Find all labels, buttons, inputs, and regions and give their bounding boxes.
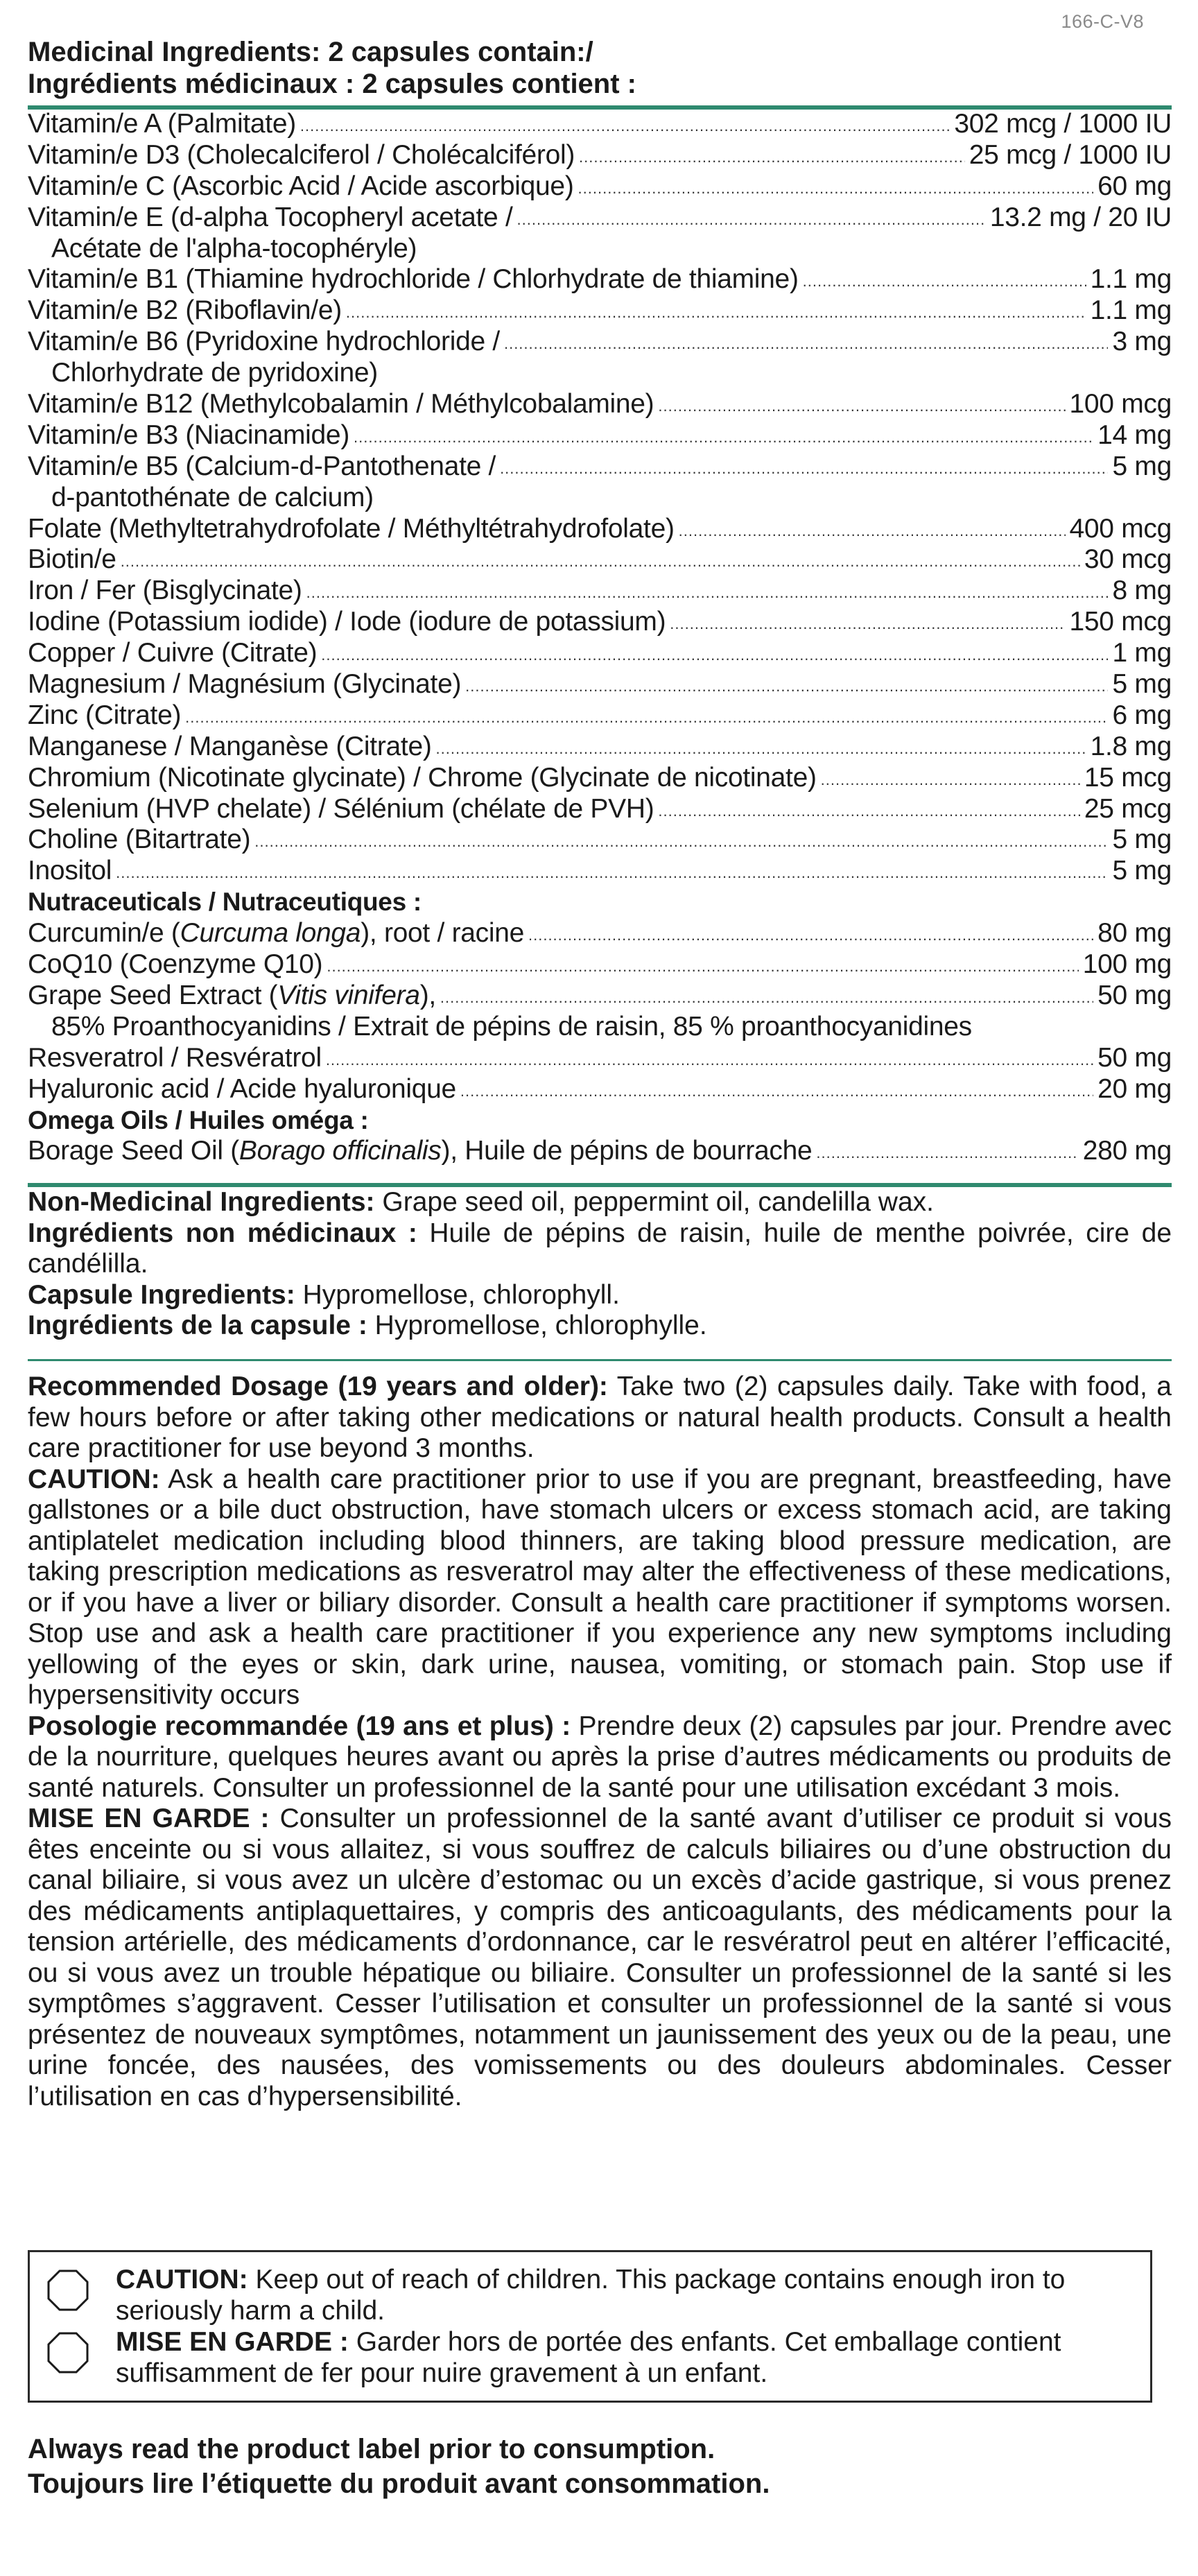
caution-en-text: Ask a health care practitioner prior to use if you are pregnant, breastfeeding, have gallstones or a bile duct obstruction, have stomach ulcers or excess stomach acid, are taking antiplatelet medication including blood thinners, are taking blood pressure medication, are taking prescription medications as resveratrol may alter the effectiveness of these medications, or if you have a liver or biliary disorder. Consult a health care practitioner if symptoms worsen. Stop use and ask a health care practitioner if you experience any new symptoms including yellowing of the eyes or skin, dark urine, nausea, vomiting, or stomach pain. Stop use if hypersensitivity occurs	[28, 1464, 1172, 1710]
posologie-text: Prendre deux (2) capsules par jour. Prendre avec de la nourriture, quelques heures avant ou après la prise d’autres médicaments ou produits de santé naturels. Consulter un professionnel de la santé pour une utilisation excédant 3 mois.	[28, 1711, 1172, 1803]
ingredient-name: Hyaluronic acid / Acide hyaluronique	[28, 1073, 456, 1104]
ingredient-amount: 5 mg	[1112, 856, 1172, 886]
child-warning-en-text: Keep out of reach of children. This package contains enough iron to seriously harm a child.	[116, 2265, 1066, 2326]
leader-dots	[121, 543, 1080, 578]
ingredient-amount: 50 mg	[1097, 1042, 1172, 1073]
ingredient-name: Manganese / Manganèse (Citrate)	[28, 731, 432, 761]
non-medicinal-en-text: Grape seed oil, peppermint oil, candelilla wax.	[374, 1187, 934, 1217]
ingredient-amount: 25 mcg	[1084, 793, 1172, 824]
leader-dots	[821, 761, 1080, 796]
ingredient-section-heading	[28, 1105, 1172, 1136]
leader-dots	[326, 1041, 1093, 1076]
medicinal-ingredients-heading	[28, 36, 1172, 100]
leader-dots	[670, 605, 1065, 640]
footer-fr: Toujours lire l’étiquette du produit avant consommation.	[28, 2469, 770, 2499]
child-warning-en-label: CAUTION:	[116, 2265, 248, 2294]
non-medicinal-en	[28, 1187, 1172, 1218]
ingredient-name: Acétate de l'alpha-tocophéryle)	[51, 233, 417, 263]
ingredient-name: Vitamin/e A (Palmitate)	[28, 109, 296, 139]
ingredient-name-part: Grape Seed Extract (	[28, 980, 278, 1010]
ingredient-row	[28, 514, 1172, 545]
ingredient-name: Inositol	[28, 856, 112, 886]
ingredient-section-heading	[28, 887, 1172, 918]
ingredient-row	[28, 638, 1172, 669]
ingredient-name	[28, 980, 436, 1012]
capsule-en-text: Hypromellose, chlorophyll.	[295, 1279, 620, 1310]
leader-dots	[504, 325, 1109, 360]
ingredient-amount: 5 mg	[1112, 451, 1172, 481]
leader-dots	[517, 201, 986, 236]
ingredient-name: Vitamin/e B1 (Thiamine hydrochloride / Chlorhydrate de thiamine)	[28, 264, 799, 295]
ingredient-name: Chlorhydrate de pyridoxine)	[51, 358, 378, 388]
ingredient-name: Vitamin/e E (d-alpha Tocopheryl acetate /	[28, 202, 513, 232]
ingredient-row	[28, 763, 1172, 794]
ingredient-amount: 302 mcg / 1000 IU	[954, 109, 1172, 139]
leader-dots	[578, 170, 1094, 205]
ingredient-name: Folate (Methyltetrahydrofolate / Méthyltétrahydrofolate)	[28, 513, 675, 544]
child-warning-fr-text: Garder hors de portée des enfants. Cet emballage contient suffisamment de fer pour nuire gravement à un enfant.	[116, 2327, 1061, 2388]
non-medicinal-section	[28, 1187, 1172, 1342]
leader-dots	[327, 948, 1078, 983]
ingredient-row	[28, 576, 1172, 607]
ingredient-amount: 100 mg	[1082, 949, 1172, 980]
ingredient-name: Copper / Cuivre (Citrate)	[28, 638, 318, 668]
ingredient-row	[28, 824, 1172, 856]
ingredient-amount: 15 mcg	[1084, 762, 1172, 793]
ingredient-latin-name: Borago officinalis	[238, 1136, 442, 1166]
ingredient-name: Vitamin/e D3 (Cholecalciferol / Cholécalciférol)	[28, 139, 575, 170]
octagon-warning-icon	[46, 2331, 89, 2374]
ingredient-amount: 25 mcg / 1000 IU	[969, 139, 1172, 170]
leader-dots	[528, 917, 1093, 951]
non-medicinal-fr-text: Huile de pépins de raisin, huile de menthe poivrée, cire de candélilla.	[28, 1218, 1172, 1279]
leader-dots	[579, 139, 965, 173]
ingredient-amount: 20 mg	[1097, 1073, 1172, 1104]
ingredient-row	[28, 544, 1172, 576]
non-medicinal-fr-label: Ingrédients non médicinaux :	[28, 1218, 417, 1248]
ingredient-name: Iron / Fer (Bisglycinate)	[28, 576, 302, 606]
ingredient-amount: 13.2 mg / 20 IU	[989, 202, 1172, 232]
ingredient-row	[28, 732, 1172, 763]
caution-en	[28, 1464, 1172, 1711]
footer-notice	[28, 2432, 1172, 2501]
octagon-warning-icon	[46, 2269, 89, 2312]
posologie	[28, 1711, 1172, 1804]
ingredient-name-part: ),	[419, 980, 436, 1010]
leader-dots	[679, 512, 1066, 547]
ingredient-name: Vitamin/e B3 (Niacinamide)	[28, 420, 350, 450]
leader-dots	[803, 263, 1086, 297]
non-medicinal-fr	[28, 1218, 1172, 1280]
ingredient-row	[28, 389, 1172, 420]
capsule-fr-text: Hypromellose, chlorophylle.	[367, 1311, 707, 1340]
ingredient-amount: 80 mg	[1097, 918, 1172, 949]
ingredient-row	[28, 420, 1172, 451]
ingredient-name-part: ), Huile de pépins de bourrache	[441, 1136, 813, 1166]
ingredient-name: 85% Proanthocyanidins / Extrait de pépins de raisin, 85 % proanthocyanidines	[51, 1011, 972, 1041]
recommended-dosage-text: Take two (2) capsules daily. Take with food, a few hours before or after taking other medications or natural health products. Consult a health care practitioner for use beyond 3 months.	[28, 1372, 1172, 1463]
ingredient-continuation	[28, 234, 1172, 265]
ingredient-amount: 8 mg	[1112, 576, 1172, 606]
leader-dots	[254, 823, 1108, 858]
mise-en-garde-label: MISE EN GARDE :	[28, 1804, 270, 1833]
ingredient-amount: 1.1 mg	[1090, 264, 1172, 295]
capsule-en	[28, 1280, 1172, 1311]
ingredient-row	[28, 949, 1172, 980]
ingredient-latin-name: Vitis vinifera	[277, 980, 420, 1010]
ingredient-row	[28, 1074, 1172, 1105]
ingredient-name: Vitamin/e B12 (Methylcobalamin / Méthylcobalamine)	[28, 389, 654, 420]
ingredient-amount: 100 mcg	[1069, 389, 1172, 420]
leader-dots	[346, 294, 1086, 329]
leader-dots	[185, 699, 1108, 734]
ingredient-row	[28, 109, 1172, 140]
leader-dots	[658, 793, 1080, 827]
ingredient-amount: 280 mg	[1082, 1136, 1172, 1166]
heading-fr: Ingrédients médicinaux : 2 capsules contient :	[28, 69, 636, 99]
ingredient-row	[28, 794, 1172, 825]
ingredient-name-part: Curcumin/e (	[28, 918, 180, 949]
ingredient-name	[28, 1136, 812, 1167]
ingredient-amount: 150 mcg	[1069, 607, 1172, 637]
ingredient-name: Chromium (Nicotinate glycinate) / Chrome (Glycinate de nicotinate)	[28, 762, 817, 793]
ingredient-amount: 400 mcg	[1069, 513, 1172, 544]
leader-dots	[658, 388, 1065, 422]
dosage-section	[28, 1372, 1172, 2112]
non-medicinal-en-label: Non-Medicinal Ingredients:	[28, 1187, 375, 1217]
ingredient-amount: 50 mg	[1097, 980, 1172, 1010]
ingredient-name: Vitamin/e B5 (Calcium-d-Pantothenate /	[28, 451, 496, 481]
ingredient-name: Vitamin/e B2 (Riboflavin/e)	[28, 295, 342, 326]
leader-dots	[300, 107, 950, 142]
ingredient-name: Vitamin/e C (Ascorbic Acid / Acide ascorbique)	[28, 171, 574, 201]
ingredient-row	[28, 327, 1172, 358]
ingredient-amount: 30 mcg	[1084, 544, 1172, 575]
ingredient-name: Choline (Bitartrate)	[28, 824, 251, 855]
leader-dots	[465, 668, 1108, 702]
leader-dots	[116, 854, 1108, 889]
recommended-dosage	[28, 1372, 1172, 1464]
ingredient-amount: 3 mg	[1112, 327, 1172, 357]
mise-en-garde-text: Consulter un professionnel de la santé avant d’utiliser ce produit si vous êtes enceinte ou si vous allaitez, si vous souffrez de calculs biliaires ou d’une obstruction du canal biliaire, si vous avez un ulcère d’estomac ou un excès d’acide gastrique, si vous prenez des médicaments antiplaquettaires, y compris des anticoagulants, des médicaments pour la tension artérielle, des médicaments d’ordonnance, car le resvératrol peut en altérer l’efficacité, ou si vous avez un trouble hépatique ou biliaire. Consulter un professionnel de la santé si les symptômes s’aggravent. Cesser l’utilisation et consulter un professionnel de la santé si vous présentez de nouveaux symptômes, notamment un jaunissement des yeux ou de la peau, une urine foncée, des nausées, des vomissements ou des douleurs abdominales. Cesser l’utilisation en cas d’hypersensibilité.	[28, 1804, 1172, 2111]
divider-before-dosage	[28, 1359, 1172, 1361]
ingredient-name: CoQ10 (Coenzyme Q10)	[28, 949, 323, 980]
ingredient-row	[28, 980, 1172, 1012]
ingredient-name: Selenium (HVP chelate) / Sélénium (chélate de PVH)	[28, 793, 654, 824]
leader-dots	[500, 450, 1108, 485]
ingredient-name: Omega Oils / Huiles oméga :	[28, 1105, 369, 1134]
ingredient-amount: 14 mg	[1097, 420, 1172, 450]
ingredient-row	[28, 607, 1172, 638]
capsule-fr	[28, 1311, 1172, 1342]
ingredient-latin-name: Curcuma longa	[180, 918, 361, 949]
capsule-fr-label: Ingrédients de la capsule :	[28, 1311, 367, 1340]
ingredient-name	[28, 918, 524, 949]
capsule-en-label: Capsule Ingredients:	[28, 1279, 295, 1310]
ingredient-amount: 1.8 mg	[1090, 731, 1172, 761]
leader-dots	[306, 574, 1109, 609]
ingredient-amount: 5 mg	[1112, 669, 1172, 700]
ingredient-row	[28, 1043, 1172, 1074]
ingredient-row	[28, 1136, 1172, 1167]
ingredient-row	[28, 856, 1172, 887]
recommended-dosage-label: Recommended Dosage (19 years and older):	[28, 1372, 608, 1401]
ingredient-amount: 1 mg	[1112, 638, 1172, 668]
caution-en-label: CAUTION:	[28, 1464, 160, 1494]
leader-dots	[436, 730, 1086, 765]
ingredient-name-part: Borage Seed Oil (	[28, 1136, 239, 1166]
leader-dots	[321, 637, 1108, 671]
ingredient-name: Magnesium / Magnésium (Glycinate)	[28, 669, 462, 700]
ingredient-row	[28, 451, 1172, 483]
ingredient-table	[28, 109, 1172, 1167]
label-code: 166-C-V8	[1061, 11, 1144, 32]
posologie-label: Posologie recommandée (19 ans et plus) :	[28, 1711, 571, 1741]
leader-dots	[354, 419, 1093, 453]
leader-dots	[440, 979, 1093, 1014]
child-warning-fr-label: MISE EN GARDE :	[116, 2327, 349, 2357]
heading-en: Medicinal Ingredients: 2 capsules contain:/	[28, 37, 593, 67]
ingredient-amount: 1.1 mg	[1090, 295, 1172, 326]
ingredient-row	[28, 171, 1172, 202]
ingredient-amount: 6 mg	[1112, 700, 1172, 730]
ingredient-row	[28, 264, 1172, 295]
ingredient-row	[28, 202, 1172, 234]
ingredient-name: Zinc (Citrate)	[28, 700, 182, 730]
ingredient-row	[28, 700, 1172, 732]
ingredient-name: Resveratrol / Resvératrol	[28, 1042, 322, 1073]
child-warning-box	[28, 2250, 1152, 2403]
ingredient-name: d-pantothénate de calcium)	[51, 482, 374, 512]
ingredient-continuation	[28, 1012, 1172, 1043]
ingredient-row	[28, 669, 1172, 700]
ingredient-name: Iodine (Potassium iodide) / Iode (iodure de potassium)	[28, 607, 666, 637]
ingredient-amount: 60 mg	[1097, 171, 1172, 201]
ingredient-continuation	[28, 483, 1172, 514]
ingredient-name: Biotin/e	[28, 544, 116, 575]
ingredient-row	[28, 295, 1172, 327]
ingredient-name-part: ), root / racine	[361, 918, 524, 949]
ingredient-name: Nutraceuticals / Nutraceutiques :	[28, 888, 422, 917]
ingredient-name: Vitamin/e B6 (Pyridoxine hydrochloride /	[28, 327, 500, 357]
leader-dots	[816, 1134, 1078, 1169]
ingredient-row	[28, 918, 1172, 949]
leader-dots	[460, 1073, 1093, 1107]
ingredient-amount: 5 mg	[1112, 824, 1172, 855]
ingredient-continuation	[28, 358, 1172, 389]
footer-en: Always read the product label prior to consumption.	[28, 2434, 715, 2464]
ingredient-row	[28, 140, 1172, 171]
mise-en-garde	[28, 1804, 1172, 2112]
